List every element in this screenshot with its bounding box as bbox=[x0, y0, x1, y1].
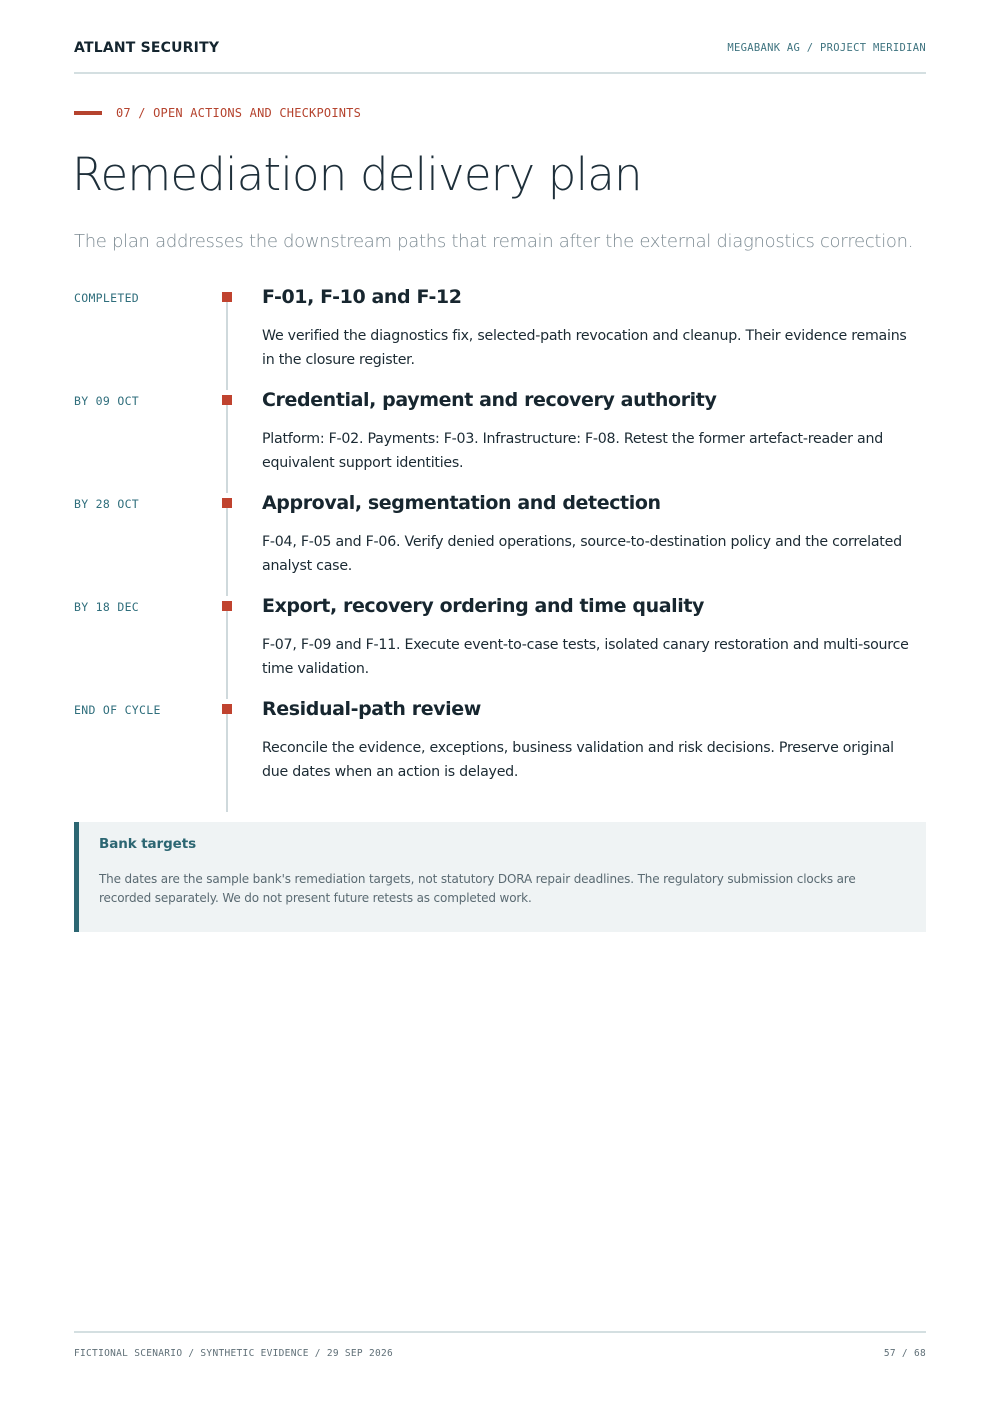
timeline-when: BY 28 OCT bbox=[74, 497, 140, 511]
timeline-body: Reconcile the evidence, exceptions, business validation and risk decisions. Preserve original due dates when an action is delayed. bbox=[262, 740, 894, 780]
timeline-connector bbox=[226, 401, 228, 493]
timeline bbox=[74, 286, 926, 801]
client-project: MEGABANK AG / PROJECT MERIDIAN bbox=[727, 42, 926, 54]
timeline-heading: Approval, segmentation and detection bbox=[262, 492, 661, 514]
page-title: Remediation delivery plan bbox=[72, 148, 642, 201]
timeline-heading: F-01, F-10 and F-12 bbox=[262, 286, 462, 308]
timeline-connector bbox=[226, 504, 228, 596]
brand-name: ATLANT SECURITY bbox=[74, 40, 220, 56]
timeline-connector bbox=[226, 607, 228, 699]
timeline-heading: Residual-path review bbox=[262, 698, 481, 720]
timeline-item bbox=[74, 286, 926, 389]
timeline-when: BY 18 DEC bbox=[74, 600, 140, 614]
timeline-when: COMPLETED bbox=[74, 291, 140, 305]
callout-text: The dates are the sample bank's remediation targets, not statutory DORA repair deadlines. The regulatory submission clocks are recorded separately. We do not present future retests as completed work. bbox=[99, 872, 856, 905]
footer-note: FICTIONAL SCENARIO / SYNTHETIC EVIDENCE / 29 SEP 2026 bbox=[74, 1348, 394, 1359]
timeline-when: BY 09 OCT bbox=[74, 394, 140, 408]
timeline-item bbox=[74, 492, 926, 595]
timeline-when: END OF CYCLE bbox=[74, 703, 161, 717]
bank-targets-callout bbox=[74, 822, 926, 932]
page-number: 57 / 68 bbox=[883, 1348, 926, 1359]
timeline-body: F-07, F-09 and F-11. Execute event-to-case tests, isolated canary restoration and multi-source time validation. bbox=[262, 637, 909, 677]
timeline-body: F-04, F-05 and F-06. Verify denied operations, source-to-destination policy and the correlated analyst case. bbox=[262, 534, 902, 574]
timeline-marker bbox=[222, 498, 232, 508]
timeline-heading: Export, recovery ordering and time quality bbox=[262, 595, 705, 617]
timeline-item bbox=[74, 595, 926, 698]
timeline-item bbox=[74, 698, 926, 801]
timeline-connector bbox=[226, 298, 228, 390]
timeline-connector bbox=[226, 710, 228, 812]
document-page bbox=[74, 0, 926, 1415]
section-label: 07 / OPEN ACTIONS AND CHECKPOINTS bbox=[116, 106, 362, 120]
timeline-item bbox=[74, 389, 926, 492]
timeline-body: Platform: F-02. Payments: F-03. Infrastructure: F-08. Retest the former artefact-reader and equivalent support identities. bbox=[262, 431, 883, 471]
callout-title: Bank targets bbox=[99, 836, 197, 852]
section-tag bbox=[74, 104, 361, 122]
timeline-body: We verified the diagnostics fix, selected-path revocation and cleanup. Their evidence remains in the closure register. bbox=[262, 328, 907, 368]
page-subtitle: The plan addresses the downstream paths that remain after the external diagnostics correction. bbox=[74, 231, 914, 252]
timeline-heading: Credential, payment and recovery authority bbox=[262, 389, 717, 411]
timeline-marker bbox=[222, 395, 232, 405]
page-footer bbox=[74, 1331, 926, 1373]
section-accent-bar bbox=[74, 111, 102, 115]
timeline-marker bbox=[222, 601, 232, 611]
timeline-marker bbox=[222, 292, 232, 302]
timeline-marker bbox=[222, 704, 232, 714]
page-header bbox=[74, 38, 926, 74]
